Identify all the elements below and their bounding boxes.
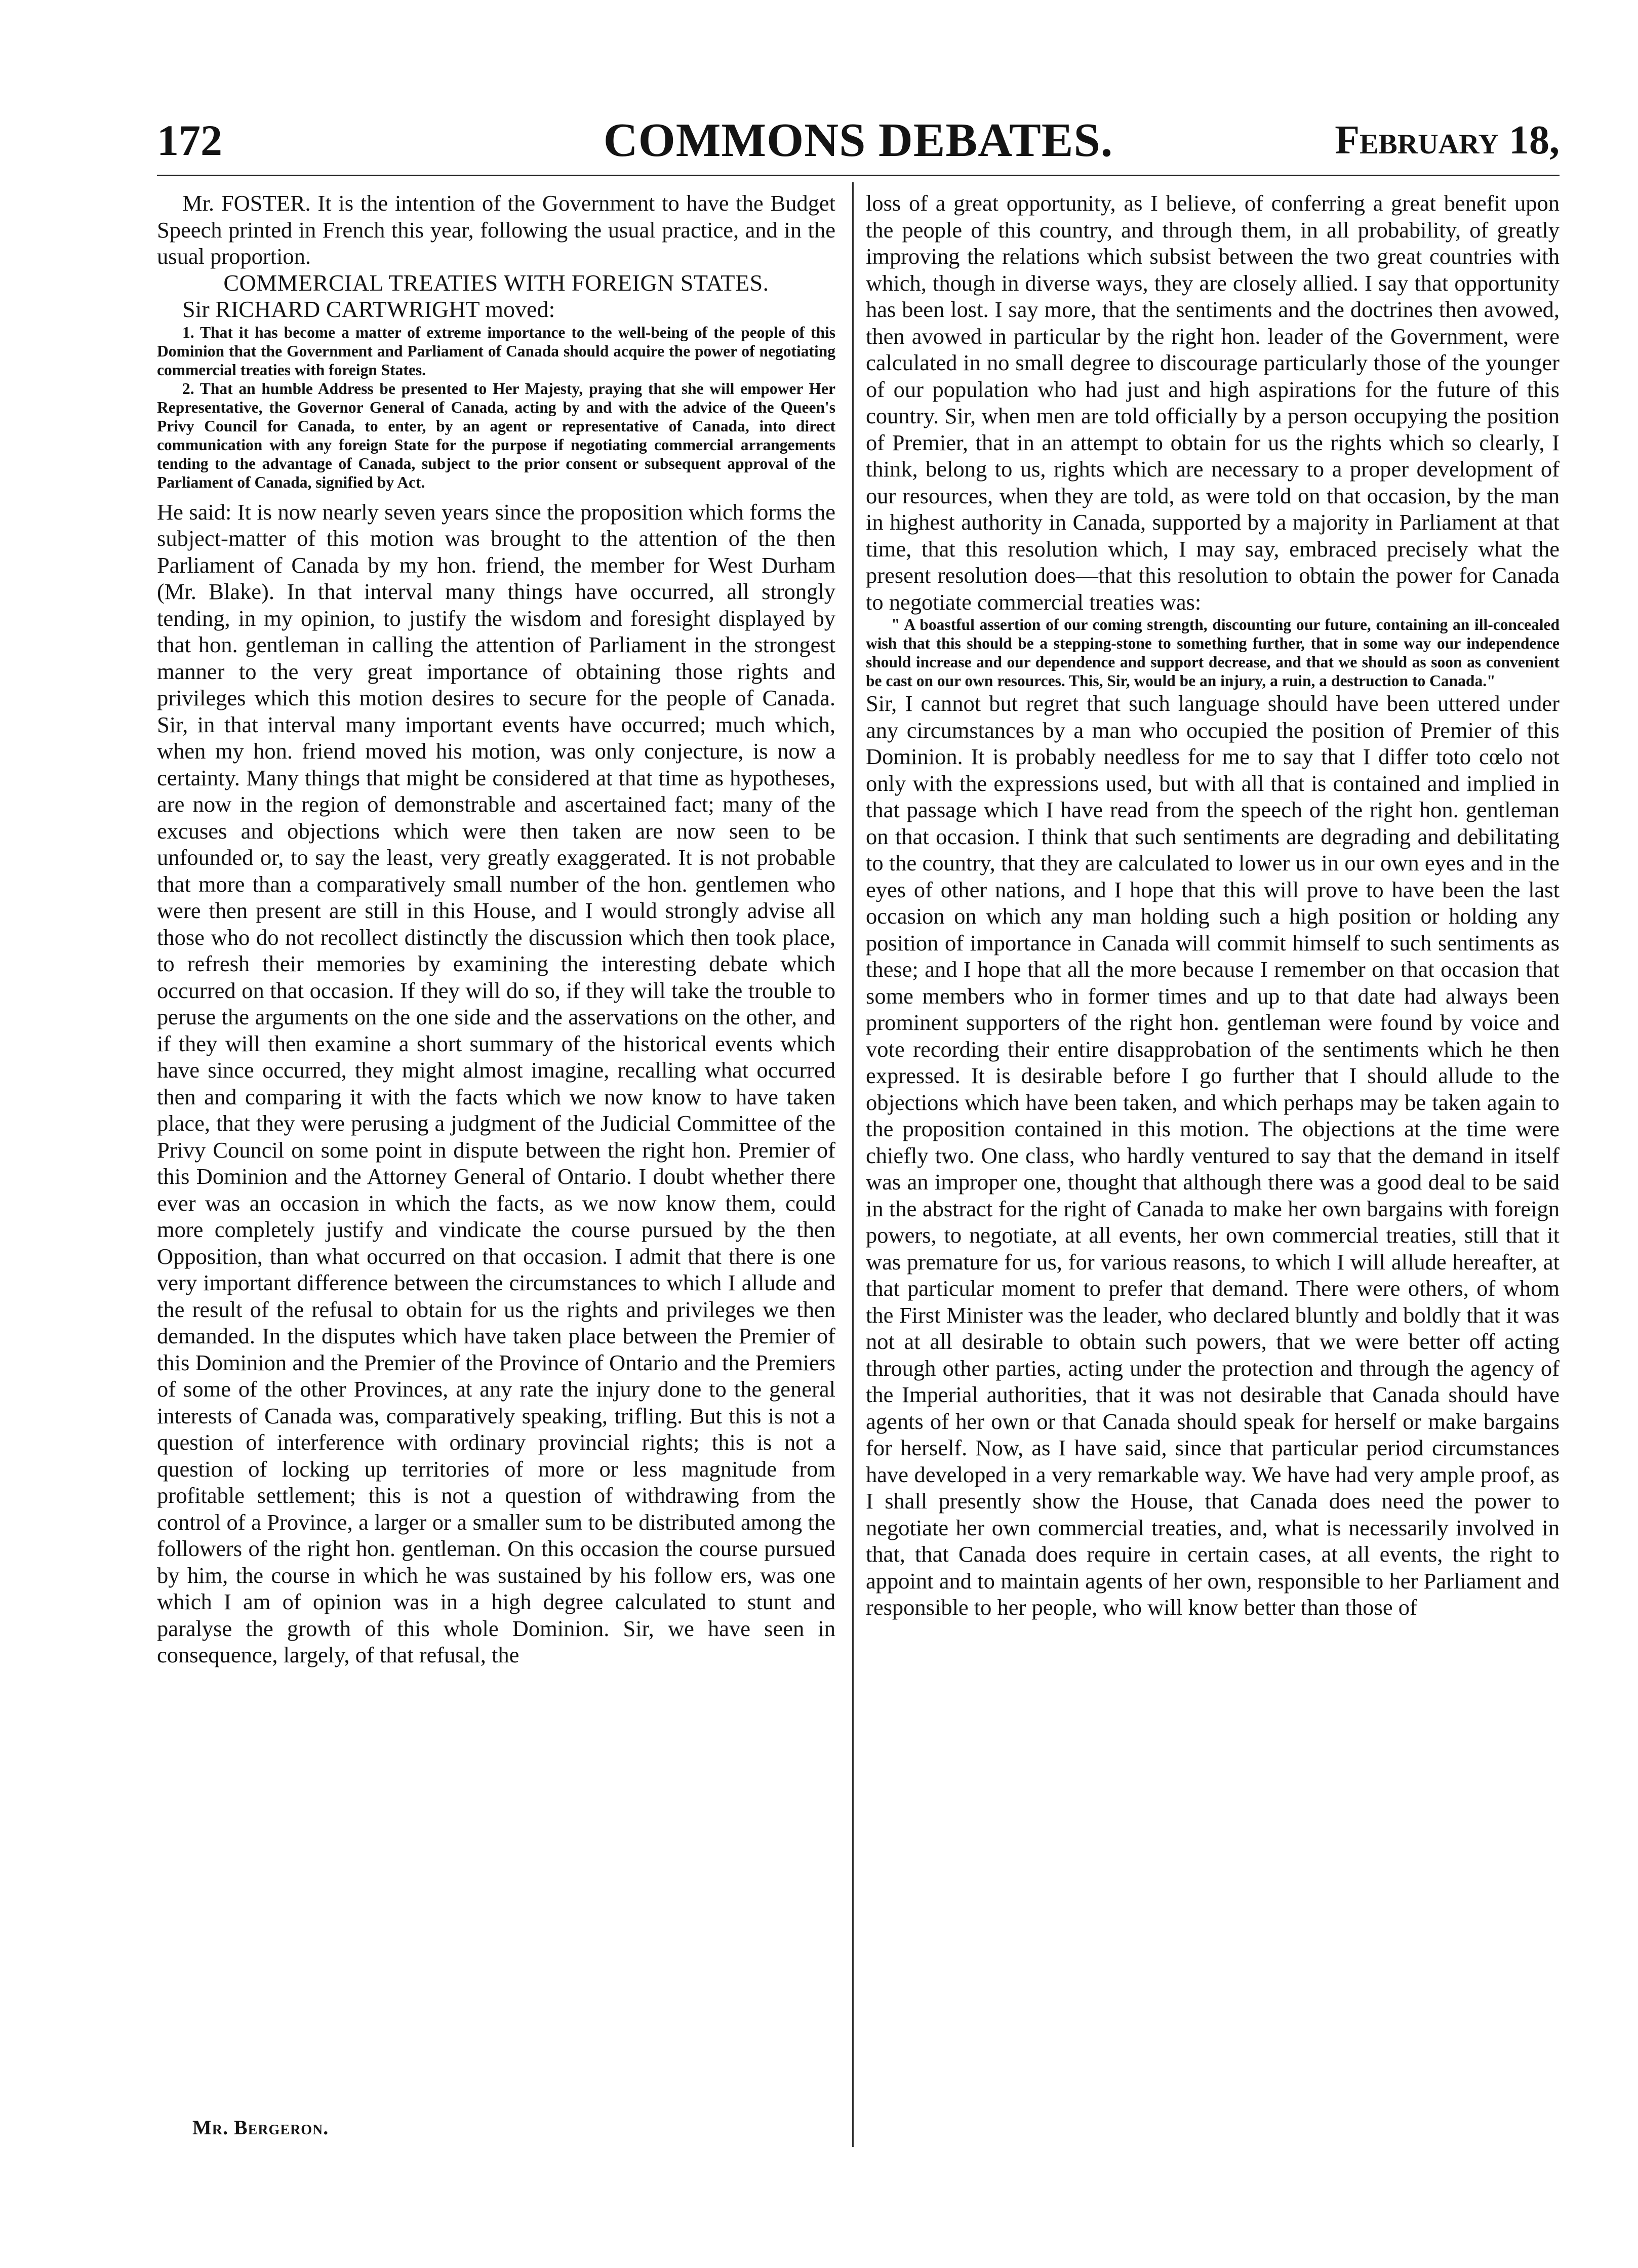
section-heading: COMMERCIAL TREATIES WITH FOREIGN STATES. xyxy=(223,269,769,296)
left-column xyxy=(157,190,835,1668)
speech-paragraph: He said: It is now nearly seven years since the proposition which forms the subject-matter of this motion was brought to the attention of the then Parliament of Canada by my hon. friend, the member for West Durham (Mr. Blake). In that interval many things have occurred, all strongly tending, in my opinion, to justify the wisdom and foresight displayed by that hon. gentleman in calling the attention of Parliament in the strongest manner to the very great importance of obtaining those rights and privileges which this motion desires to secure for the people of Canada. Sir, in that interval many important events have occurred; much which, when my hon. friend moved his motion, was only conjecture, is now a certainty. Many things that might be considered at that time as hypotheses, are now in the region of demonstrable and ascertained fact; many of the excuses and objections which were then taken are now seen to be unfounded or, to say the least, very greatly exaggerated. It is not probable that more than a comparatively small number of the hon. gentlemen who were then present are still in this House, and I would strongly advise all those who do not recollect distinctly the discussion which then took place, to refresh their memories by examining the interesting debate which occurred on that occasion. If they will do so, if they will take the trouble to peruse the arguments on the one side and the asservations on the other, and if they will then examine a short summary of the historical events which have since occurred, they might almost imagine, recalling what occurred then and comparing it with the facts which we now know to have taken place, that they were perusing a judgment of the Judicial Committee of the Privy Council on some point in dispute between the right hon. Premier of this Dominion and the Attorney General of Ontario. I doubt whether there ever was an occasion in which the facts, as we now know them, could more completely justify and vindicate the course pursued by the then Opposition, than what occurred on that occasion. I admit that there is one very important difference between the circumstances to which I allude and the result of the refusal to obtain for us the rights and privileges we then demanded. In the disputes which have taken place between the Premier of this Dominion and the Premier of the Province of Ontario and the Premiers of some of the other Provinces, at any rate the injury done to the general interests of Canada was, comparatively speaking, trifling. But this is not a question of interference with ordinary provincial rights; this is not a question of locking up territories of more or less magnitude from profitable settlement; this is not a question of withdrawing from the control of a Province, a larger or a smaller sum to be distributed among the followers of the right hon. gentleman. On this occasion the course pursued by him, the course in which he was sustained by his follow ers, was one which I am of opinion was in a high degree calculated to stunt and paralyse the growth of this whole Dominion. Sir, we have seen in consequence, largely, of that refusal, the xyxy=(157,499,835,1667)
motion-item-2: 2. That an humble Address be presented to Her Majesty, praying that she will empower Her Representative, the Governor General of Canada, acting by and with the advice of the Queen's Privy Council for Canada, to enter, by an agent or representative of Canada, into direct communication with any foreign State for the purpose if negotiating commercial arrangements tending to the advantage of Canada, subject to the prior consent or subsequent approval of the Parliament of Canada, signified by Act. xyxy=(157,379,835,491)
block-quote: " A boastful assertion of our coming strength, discounting our future, containing an ill-concealed wish that this should be a stepping-stone to something further, that in some way our independence should increase and our dependence and support decrease, and that we should as soon as convenient be cast on our own resources. This, Sir, would be an injury, a ruin, a destruction to Canada." xyxy=(866,616,1560,690)
page-date: February 18, xyxy=(1335,118,1560,163)
speech-paragraph-right: Sir, I cannot but regret that such language should have been uttered under any circumstances by a man who occupied the position of Premier of this Dominion. It is probably needless for me to say that I differ toto cœlo not only with the expressions used, but with all that is contained and implied in that passage which I have read from the speech of the right hon. gentleman on that occasion. I think that such sentiments are degrading and debilitating to the country, that they are calculated to lower us in our own eyes and in the eyes of other nations, and I hope that this will prove to have been the last occasion on which any man holding such a high position or holding any position of importance in Canada will commit himself to such sentiments as these; and I hope that all the more because I remember on that occasion that some members who in former times and up to that date had always been prominent supporters of the right hon. gentleman were found by voice and vote recording their entire disapprobation of the sentiments which he then expressed. It is desirable before I go further that I should allude to the objections which have been taken, and which perhaps may be taken again to the proposition contained in this motion. The objections at the time were chiefly two. One class, who hardly ventured to say that the demand in itself was an improper one, thought that although there was a good deal to be said in the abstract for the right of Canada to make her own bargains with foreign powers, to negotiate, at all events, her own commercial treaties, still that it was premature for us, for various reasons, to which I will allude hereafter, at that particular moment to prefer that demand. There were others, of whom the First Minister was the leader, who declared bluntly and boldly that it was not at all desirable to obtain such powers, that we were better off acting through other parties, acting under the protection and through the agency of the Imperial authorities, that it was not desirable that Canada should have agents of her own or that Canada should speak for herself or make bargains for herself. Now, as I have said, since that particular period circumstances have developed in a very remarkable way. We have had very ample proof, as I shall presently show the House, that Canada does need the power to negotiate her own commercial treaties, and, what is necessarily involved in that, that Canada does require in certain cases, at all events, the right to appoint and to maintain agents of her own, responsible to her Parliament and responsible to her people, who will know better than those of xyxy=(866,691,1560,1620)
motion-item-1: 1. That it has become a matter of extreme importance to the well-being of the people of this Dominion that the Government and Parliament of Canada should acquire the power of negotiating commercial treaties with foreign States. xyxy=(157,323,835,379)
page-header xyxy=(157,112,1560,168)
page-number: 172 xyxy=(157,116,222,165)
motion-intro: Sir RICHARD CARTWRIGHT moved: xyxy=(182,296,555,322)
column-divider xyxy=(852,182,854,2147)
header-rule xyxy=(157,175,1560,176)
right-column xyxy=(866,190,1560,1621)
running-title: COMMONS DEBATES. xyxy=(603,114,1113,167)
continuation-paragraph: loss of a great opportunity, as I believe, of conferring a great benefit upon the people of this country, and through them, in all probability, of greatly improving the relations which subsist between the two great countries with which, though in diverse ways, they are closely allied. I say that opportunity has been lost. I say more, that the sentiments and the doctrines then avowed, then avowed in particular by the right hon. leader of the Government, were calculated in no small degree to discourage particularly those of the younger of our population who had just and high aspirations for the future of this country. Sir, when men are told officially by a person occupying the position of Premier, that in an attempt to obtain for us the rights which so clearly, I think, belong to us, rights which are necessary to a proper development of our resources, when they are told, as were told on that occasion, by the man in highest authority in Canada, supported by a majority in Parliament at that time, that this resolution which, I may say, embraced precisely what the present resolution does—that this resolution to obtain the power for Canada to negotiate commercial treaties was: xyxy=(866,190,1560,615)
footer-speaker-name: Mr. Bergeron. xyxy=(192,2116,329,2139)
foster-paragraph: Mr. FOSTER. It is the intention of the Government to have the Budget Speech printed in French this year, following the usual practice, and in the usual proportion. xyxy=(157,190,835,269)
